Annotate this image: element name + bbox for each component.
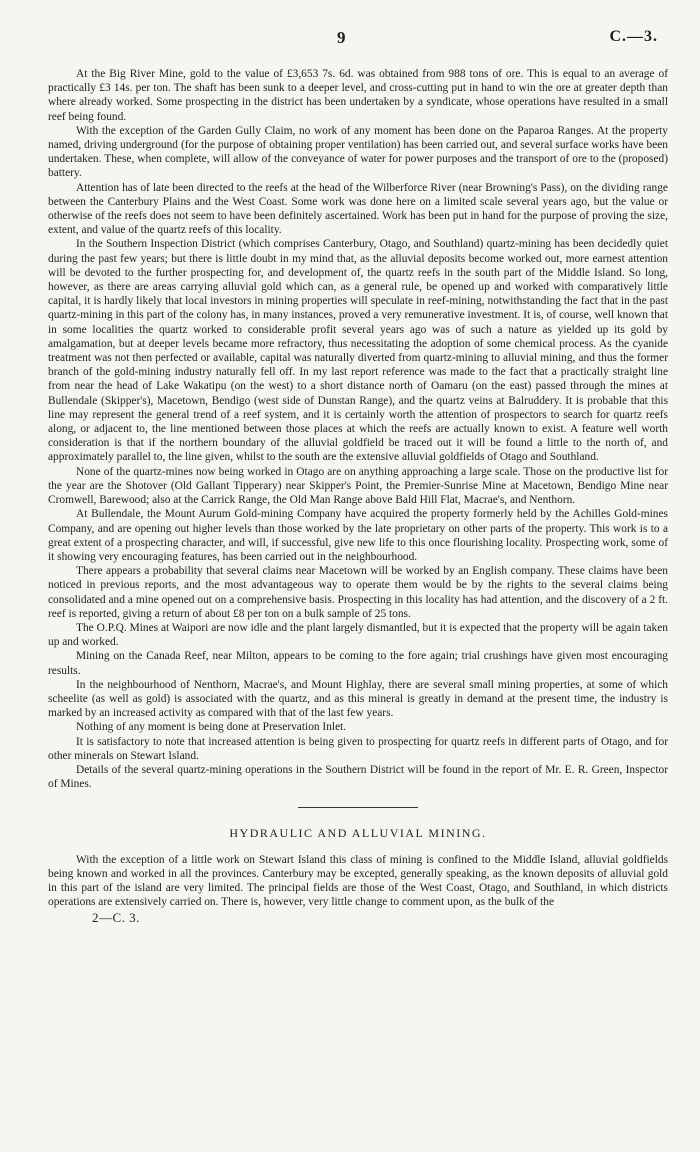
paragraph: At Bullendale, the Mount Aurum Gold-mining Company have acquired the property formerly held by the Achilles Gold-mines Company, and are opening out higher levels than those worked by the late proprietary on other parts of the property. This work is to a great extent of a prospecting character, and will, if successful, give new life to this once flourishing locality. Prospecting work, some of it showing very encouraging features, has been carried out in the neighbourhood. — [48, 508, 668, 563]
paragraph: There appears a probability that several claims near Macetown will be worked by an English company. These claims have been noticed in previous reports, and the most advantageous way to operate them would be by the rights to the several claims being consolidated and a mine opened out on a comprehensive basis. Prospecting in this locality has had attention, and the discovery of a 2 ft. reef is reported, giving a return of about £8 per ton on a bulk sample of 25 tons. — [48, 565, 668, 620]
page-header — [0, 28, 700, 52]
paragraph: With the exception of the Garden Gully Claim, no work of any moment has been done on the Paparoa Ranges. At the property named, driving underground (for the purpose of obtaining proper ventilation) has been carried out, and several surface works have been undertaken. These, when complete, will allow of the conveyance of water for power purposes and the transport of ore to the (proposed) battery. — [48, 124, 668, 180]
document-body — [48, 67, 668, 926]
paragraph: None of the quartz-mines now being worked in Otago are on anything approaching a large scale. Those on the productive list for the year are the Shotover (Old Gallant Tipperary) near Skipper's Point, the Premier-Sunrise Mine at Macetown, Bendigo Mine near Cromwell, Barewood; also at the Carrick Range, the Old Man Range above Bald Hill Flat, Macrae's, and Nenthorn. — [48, 465, 668, 507]
paragraph: In the neighbourhood of Nenthorn, Macrae's, and Mount Highlay, there are several small mining properties, at some of which scheelite (as well as gold) is associated with the quartz, and as this mineral is greatly in demand at the present time, the industry is marked by an increased activity as compared with that of the last few years. — [48, 678, 668, 720]
paragraph: Attention has of late been directed to the reefs at the head of the Wilberforce River (near Browning's Pass), on the dividing range between the Canterbury Plains and the West Coast. Some work was done here on a limited scale several years ago, but the value or otherwise of the reefs does not seem to have been definitely ascertained. Work has been put in hand for the purpose of proving the size, extent, and value of the quartz reefs of this locality. — [48, 181, 668, 237]
paragraph: At the Big River Mine, gold to the value of £3,653 7s. 6d. was obtained from 988 tons of ore. This is equal to an average of practically £3 14s. per ton. The shaft has been sunk to a deeper level, and cross-cutting put in hand to win the ore at greater depth than where already worked. Some prospecting in the district has been undertaken by a syndicate, whose operations have resulted in a small reef being found. — [48, 68, 668, 123]
paragraph: Details of the several quartz-mining operations in the Southern District will be found in the report of Mr. E. R. Green, Inspector of Mines. — [48, 763, 668, 791]
document-reference: C.—3. — [609, 28, 658, 45]
paragraph: Nothing of any moment is being done at Preservation Inlet. — [76, 721, 347, 734]
paragraph: The O.P.Q. Mines at Waipori are now idle and the plant largely dismantled, but it is expected that the property will be again taken up and worked. — [48, 621, 668, 649]
page-number: 9 — [337, 28, 346, 47]
paragraph: Mining on the Canada Reef, near Milton, appears to be coming to the fore again; trial crushings have given most encouraging results. — [48, 650, 668, 677]
signature-mark: 2—C. 3. — [92, 910, 140, 926]
paragraph: It is satisfactory to note that increased attention is being given to prospecting for quartz reefs in different parts of Otago, and for other minerals on Stewart Island. — [48, 735, 668, 762]
section-paragraph: With the exception of a little work on Stewart Island this class of mining is confined to the Middle Island, alluvial goldfields being known and worked in all the provinces. Canterbury may be excepted, generally speaking, as the known deposits of alluvial gold in this part of the island are very limited. The principal fields are those of the West Coast, Otago, and Southland, in which districts operations are extensively carried on. There is, however, very little change to comment upon, as the bulk of the — [48, 853, 668, 909]
section-heading: HYDRAULIC AND ALLUVIAL MINING. — [229, 826, 487, 841]
section-divider — [298, 807, 418, 808]
paragraph: In the Southern Inspection District (which comprises Canterbury, Otago, and Southland) quartz-mining has been decidedly quiet during the past few years; but there is little doubt in my mind that, as the alluvial deposits become worked out, more earnest attention will be devoted to the further prospecting for, and development of, the quartz reefs in the south part of the Middle Island. So long, however, as there are areas carrying alluvial gold which can, as a general rule, be opened up and worked with comparatively little capital, it is hardly likely that local investors in mining properties will speculate in reef-mining, notwithstanding the fact that in the past quartz-mining in this part of the colony has, in many instances, proved a very remunerative investment. It is, of course, well known that in some localities the quartz worked to considerable profit several years ago was of such a nature as yielded up its gold by amalgamation, but at deeper levels became more refractory, thus necessitating the adoption of some chemical process. As the cyanide treatment was not then perfected or available, capital was naturally diverted from quartz-mining to alluvial mining, and thus the former branch of the gold-mining industry naturally fell off. In my last report reference was made to the fact that a practically straight line from near the head of Lake Wakatipu (on the west) to a short distance north of Oamaru (on the east) passed through the mines at Bullendale (Skipper's), Macetown, Bendigo (west side of Dunstan Range), and the quartz veins at Balruddery. It is probable that this line may represent the general trend of a reef system, and it is certainly worth the attention of prospectors to search for quartz reefs along, or adjacent to, the line mentioned between those places at which the reefs are actually known to exist. A feature well worth consideration is that if the northern boundary of the alluvial goldfield be traced out it will be found a little to the north of, and approximately parallel to, the line given, whilst to the south are the extensive alluvial goldfields of Otago and Southland. — [48, 238, 668, 464]
